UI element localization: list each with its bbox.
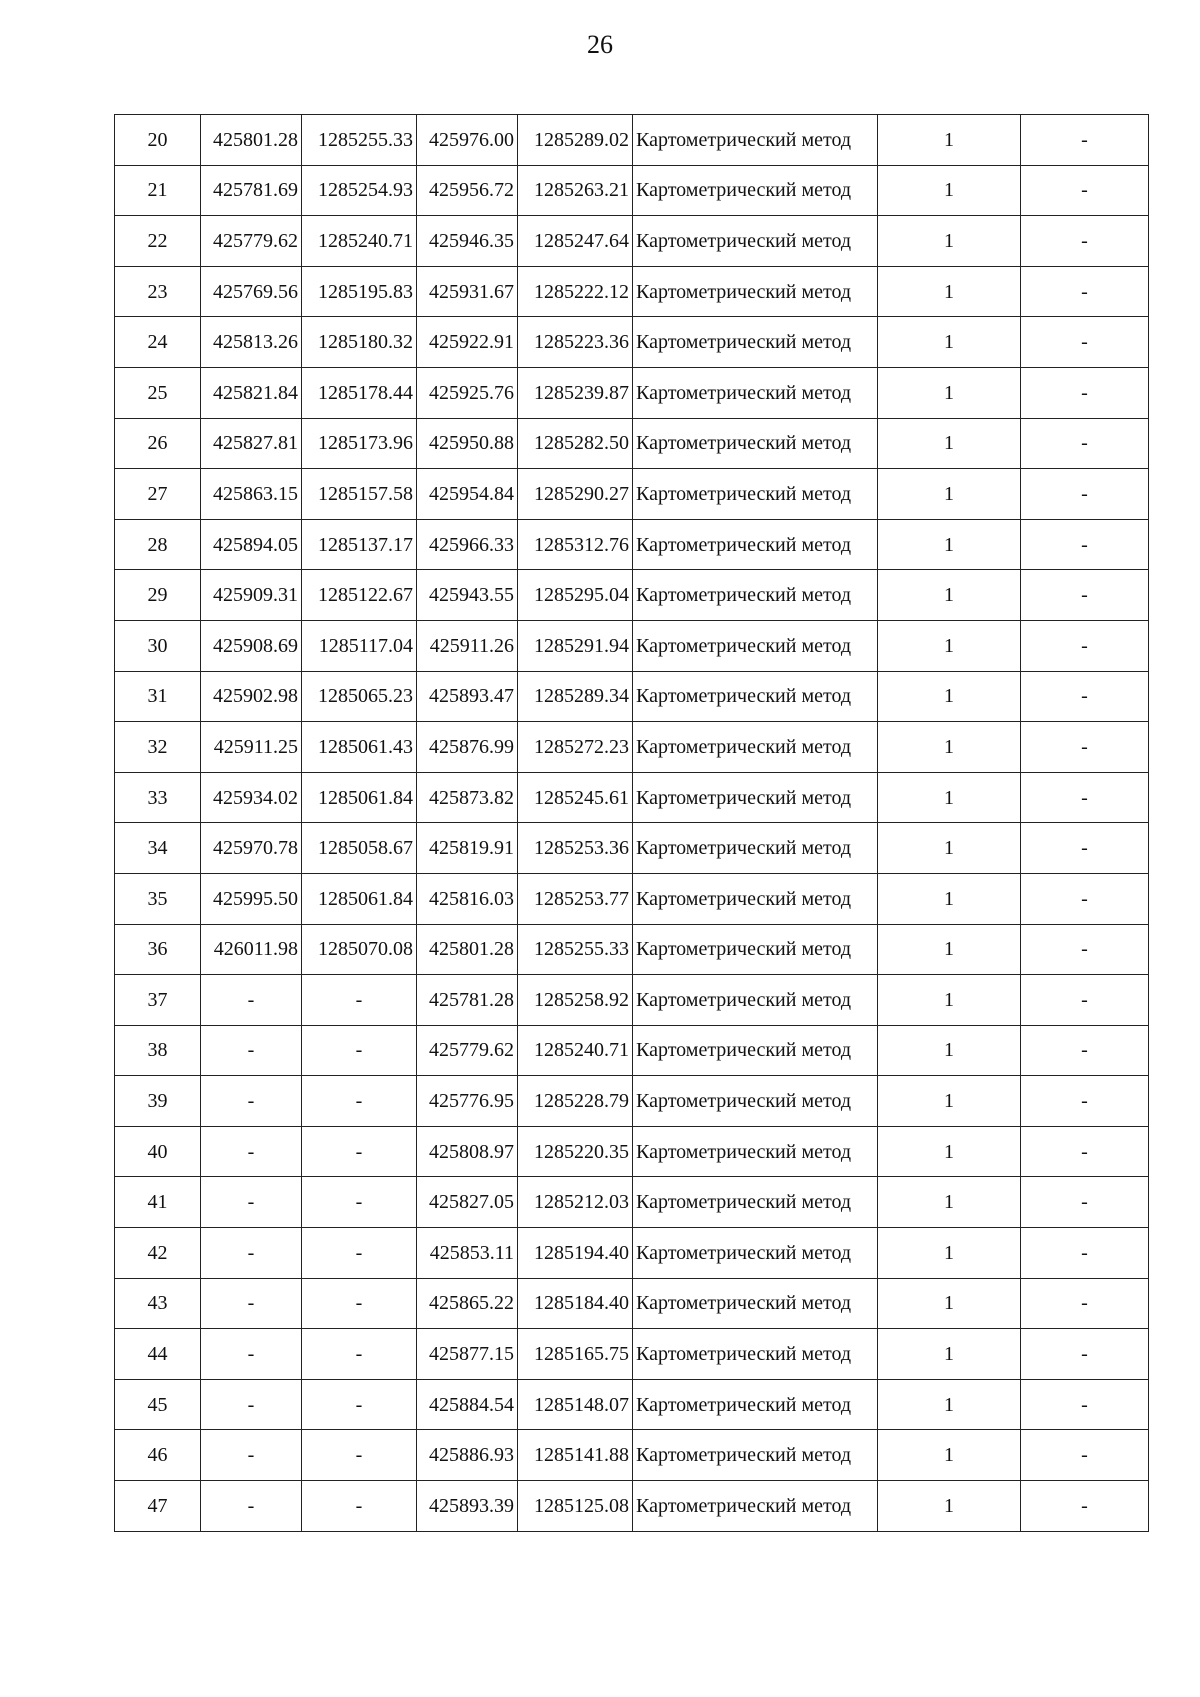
description-cell: - xyxy=(1021,1379,1149,1430)
accuracy-cell: 1 xyxy=(878,1025,1021,1076)
existing-x-cell: 425769.56 xyxy=(201,266,302,317)
description-cell: - xyxy=(1021,570,1149,621)
new-y-cell: 1285253.77 xyxy=(518,873,633,924)
existing-x-cell: 425863.15 xyxy=(201,469,302,520)
new-y-cell: 1285141.88 xyxy=(518,1430,633,1481)
method-cell: Картометрический метод xyxy=(633,1076,878,1127)
new-y-cell: 1285289.02 xyxy=(518,115,633,166)
description-cell: - xyxy=(1021,772,1149,823)
table-row xyxy=(115,570,1149,621)
existing-y-cell: 1285065.23 xyxy=(302,671,417,722)
new-y-cell: 1285240.71 xyxy=(518,1025,633,1076)
accuracy-cell: 1 xyxy=(878,1278,1021,1329)
existing-x-cell: 425902.98 xyxy=(201,671,302,722)
new-y-cell: 1285272.23 xyxy=(518,722,633,773)
existing-y-cell: - xyxy=(302,1329,417,1380)
accuracy-cell: 1 xyxy=(878,367,1021,418)
description-cell: - xyxy=(1021,115,1149,166)
existing-x-cell: 425894.05 xyxy=(201,519,302,570)
point-number-cell: 26 xyxy=(115,418,201,469)
page-number: 26 xyxy=(587,30,613,59)
existing-x-cell: - xyxy=(201,1430,302,1481)
table-row xyxy=(115,620,1149,671)
new-x-cell: 425819.91 xyxy=(417,823,518,874)
new-y-cell: 1285258.92 xyxy=(518,975,633,1026)
existing-y-cell: 1285061.84 xyxy=(302,772,417,823)
accuracy-cell: 1 xyxy=(878,1329,1021,1380)
description-cell: - xyxy=(1021,1076,1149,1127)
new-y-cell: 1285247.64 xyxy=(518,216,633,267)
existing-y-cell: 1285195.83 xyxy=(302,266,417,317)
table-row xyxy=(115,519,1149,570)
new-y-cell: 1285148.07 xyxy=(518,1379,633,1430)
accuracy-cell: 1 xyxy=(878,873,1021,924)
table-row xyxy=(115,165,1149,216)
description-cell: - xyxy=(1021,924,1149,975)
existing-y-cell: - xyxy=(302,1025,417,1076)
new-y-cell: 1285289.34 xyxy=(518,671,633,722)
accuracy-cell: 1 xyxy=(878,266,1021,317)
description-cell: - xyxy=(1021,671,1149,722)
existing-x-cell: - xyxy=(201,1379,302,1430)
existing-y-cell: 1285254.93 xyxy=(302,165,417,216)
existing-x-cell: 425827.81 xyxy=(201,418,302,469)
new-x-cell: 425950.88 xyxy=(417,418,518,469)
coordinates-table xyxy=(114,114,1149,1532)
existing-x-cell: - xyxy=(201,1076,302,1127)
method-cell: Картометрический метод xyxy=(633,165,878,216)
accuracy-cell: 1 xyxy=(878,469,1021,520)
new-y-cell: 1285194.40 xyxy=(518,1228,633,1279)
method-cell: Картометрический метод xyxy=(633,1177,878,1228)
point-number-cell: 37 xyxy=(115,975,201,1026)
new-x-cell: 425925.76 xyxy=(417,367,518,418)
point-number-cell: 40 xyxy=(115,1126,201,1177)
existing-x-cell: 425908.69 xyxy=(201,620,302,671)
description-cell: - xyxy=(1021,469,1149,520)
existing-y-cell: 1285061.84 xyxy=(302,873,417,924)
existing-x-cell: - xyxy=(201,1481,302,1532)
accuracy-cell: 1 xyxy=(878,1126,1021,1177)
table-row xyxy=(115,1025,1149,1076)
existing-x-cell: - xyxy=(201,975,302,1026)
table-row xyxy=(115,1379,1149,1430)
new-x-cell: 425922.91 xyxy=(417,317,518,368)
point-number-cell: 23 xyxy=(115,266,201,317)
description-cell: - xyxy=(1021,1430,1149,1481)
new-x-cell: 425779.62 xyxy=(417,1025,518,1076)
description-cell: - xyxy=(1021,722,1149,773)
method-cell: Картометрический метод xyxy=(633,1379,878,1430)
new-y-cell: 1285228.79 xyxy=(518,1076,633,1127)
point-number-cell: 22 xyxy=(115,216,201,267)
method-cell: Картометрический метод xyxy=(633,873,878,924)
new-x-cell: 425865.22 xyxy=(417,1278,518,1329)
table-row xyxy=(115,266,1149,317)
accuracy-cell: 1 xyxy=(878,165,1021,216)
existing-x-cell: 425934.02 xyxy=(201,772,302,823)
method-cell: Картометрический метод xyxy=(633,620,878,671)
table-row xyxy=(115,722,1149,773)
method-cell: Картометрический метод xyxy=(633,1228,878,1279)
accuracy-cell: 1 xyxy=(878,519,1021,570)
accuracy-cell: 1 xyxy=(878,317,1021,368)
method-cell: Картометрический метод xyxy=(633,469,878,520)
new-x-cell: 425781.28 xyxy=(417,975,518,1026)
method-cell: Картометрический метод xyxy=(633,519,878,570)
existing-y-cell: - xyxy=(302,975,417,1026)
new-y-cell: 1285253.36 xyxy=(518,823,633,874)
new-y-cell: 1285212.03 xyxy=(518,1177,633,1228)
description-cell: - xyxy=(1021,266,1149,317)
existing-x-cell: 425911.25 xyxy=(201,722,302,773)
accuracy-cell: 1 xyxy=(878,975,1021,1026)
description-cell: - xyxy=(1021,823,1149,874)
new-x-cell: 425876.99 xyxy=(417,722,518,773)
new-x-cell: 425776.95 xyxy=(417,1076,518,1127)
new-x-cell: 425943.55 xyxy=(417,570,518,621)
point-number-cell: 30 xyxy=(115,620,201,671)
new-y-cell: 1285223.36 xyxy=(518,317,633,368)
existing-y-cell: 1285117.04 xyxy=(302,620,417,671)
method-cell: Картометрический метод xyxy=(633,1126,878,1177)
description-cell: - xyxy=(1021,367,1149,418)
table-row xyxy=(115,1076,1149,1127)
point-number-cell: 27 xyxy=(115,469,201,520)
existing-x-cell: - xyxy=(201,1228,302,1279)
method-cell: Картометрический метод xyxy=(633,772,878,823)
existing-x-cell: - xyxy=(201,1025,302,1076)
point-number-cell: 32 xyxy=(115,722,201,773)
new-x-cell: 425893.47 xyxy=(417,671,518,722)
point-number-cell: 41 xyxy=(115,1177,201,1228)
description-cell: - xyxy=(1021,1228,1149,1279)
accuracy-cell: 1 xyxy=(878,1481,1021,1532)
new-x-cell: 425946.35 xyxy=(417,216,518,267)
method-cell: Картометрический метод xyxy=(633,722,878,773)
point-number-cell: 47 xyxy=(115,1481,201,1532)
accuracy-cell: 1 xyxy=(878,115,1021,166)
new-y-cell: 1285184.40 xyxy=(518,1278,633,1329)
table-row xyxy=(115,1278,1149,1329)
description-cell: - xyxy=(1021,1481,1149,1532)
new-x-cell: 425827.05 xyxy=(417,1177,518,1228)
description-cell: - xyxy=(1021,519,1149,570)
point-number-cell: 29 xyxy=(115,570,201,621)
new-x-cell: 425801.28 xyxy=(417,924,518,975)
new-x-cell: 425808.97 xyxy=(417,1126,518,1177)
new-y-cell: 1285245.61 xyxy=(518,772,633,823)
point-number-cell: 45 xyxy=(115,1379,201,1430)
table-row xyxy=(115,1177,1149,1228)
accuracy-cell: 1 xyxy=(878,772,1021,823)
description-cell: - xyxy=(1021,1177,1149,1228)
new-y-cell: 1285165.75 xyxy=(518,1329,633,1380)
table-row xyxy=(115,924,1149,975)
description-cell: - xyxy=(1021,620,1149,671)
new-y-cell: 1285312.76 xyxy=(518,519,633,570)
method-cell: Картометрический метод xyxy=(633,317,878,368)
accuracy-cell: 1 xyxy=(878,570,1021,621)
new-y-cell: 1285125.08 xyxy=(518,1481,633,1532)
existing-x-cell: - xyxy=(201,1329,302,1380)
point-number-cell: 24 xyxy=(115,317,201,368)
description-cell: - xyxy=(1021,1278,1149,1329)
accuracy-cell: 1 xyxy=(878,1076,1021,1127)
existing-y-cell: - xyxy=(302,1278,417,1329)
new-y-cell: 1285263.21 xyxy=(518,165,633,216)
accuracy-cell: 1 xyxy=(878,216,1021,267)
method-cell: Картометрический метод xyxy=(633,266,878,317)
point-number-cell: 28 xyxy=(115,519,201,570)
accuracy-cell: 1 xyxy=(878,823,1021,874)
existing-y-cell: - xyxy=(302,1430,417,1481)
method-cell: Картометрический метод xyxy=(633,570,878,621)
accuracy-cell: 1 xyxy=(878,1228,1021,1279)
new-x-cell: 425877.15 xyxy=(417,1329,518,1380)
point-number-cell: 34 xyxy=(115,823,201,874)
new-y-cell: 1285291.94 xyxy=(518,620,633,671)
new-x-cell: 425884.54 xyxy=(417,1379,518,1430)
table-row xyxy=(115,216,1149,267)
existing-x-cell: 426011.98 xyxy=(201,924,302,975)
method-cell: Картометрический метод xyxy=(633,1278,878,1329)
new-x-cell: 425931.67 xyxy=(417,266,518,317)
table-row xyxy=(115,367,1149,418)
new-y-cell: 1285295.04 xyxy=(518,570,633,621)
existing-x-cell: - xyxy=(201,1177,302,1228)
new-x-cell: 425966.33 xyxy=(417,519,518,570)
existing-y-cell: 1285122.67 xyxy=(302,570,417,621)
method-cell: Картометрический метод xyxy=(633,671,878,722)
description-cell: - xyxy=(1021,1025,1149,1076)
accuracy-cell: 1 xyxy=(878,1177,1021,1228)
point-number-cell: 36 xyxy=(115,924,201,975)
new-y-cell: 1285282.50 xyxy=(518,418,633,469)
method-cell: Картометрический метод xyxy=(633,418,878,469)
existing-x-cell: 425909.31 xyxy=(201,570,302,621)
point-number-cell: 31 xyxy=(115,671,201,722)
point-number-cell: 44 xyxy=(115,1329,201,1380)
new-y-cell: 1285255.33 xyxy=(518,924,633,975)
accuracy-cell: 1 xyxy=(878,671,1021,722)
new-x-cell: 425893.39 xyxy=(417,1481,518,1532)
new-y-cell: 1285220.35 xyxy=(518,1126,633,1177)
existing-x-cell: 425813.26 xyxy=(201,317,302,368)
point-number-cell: 25 xyxy=(115,367,201,418)
description-cell: - xyxy=(1021,165,1149,216)
existing-y-cell: 1285180.32 xyxy=(302,317,417,368)
method-cell: Картометрический метод xyxy=(633,1025,878,1076)
table-row xyxy=(115,873,1149,924)
new-x-cell: 425911.26 xyxy=(417,620,518,671)
method-cell: Картометрический метод xyxy=(633,216,878,267)
description-cell: - xyxy=(1021,317,1149,368)
existing-y-cell: 1285240.71 xyxy=(302,216,417,267)
description-cell: - xyxy=(1021,216,1149,267)
description-cell: - xyxy=(1021,1329,1149,1380)
method-cell: Картометрический метод xyxy=(633,1481,878,1532)
accuracy-cell: 1 xyxy=(878,722,1021,773)
method-cell: Картометрический метод xyxy=(633,1329,878,1380)
new-y-cell: 1285290.27 xyxy=(518,469,633,520)
table-row xyxy=(115,772,1149,823)
accuracy-cell: 1 xyxy=(878,1379,1021,1430)
existing-y-cell: 1285173.96 xyxy=(302,418,417,469)
method-cell: Картометрический метод xyxy=(633,975,878,1026)
description-cell: - xyxy=(1021,418,1149,469)
point-number-cell: 42 xyxy=(115,1228,201,1279)
new-x-cell: 425976.00 xyxy=(417,115,518,166)
table-row xyxy=(115,1329,1149,1380)
existing-y-cell: 1285070.08 xyxy=(302,924,417,975)
table-row xyxy=(115,418,1149,469)
method-cell: Картометрический метод xyxy=(633,1430,878,1481)
table-row xyxy=(115,469,1149,520)
existing-y-cell: 1285255.33 xyxy=(302,115,417,166)
existing-x-cell: 425821.84 xyxy=(201,367,302,418)
table-row xyxy=(115,317,1149,368)
method-cell: Картометрический метод xyxy=(633,924,878,975)
existing-x-cell: - xyxy=(201,1126,302,1177)
point-number-cell: 21 xyxy=(115,165,201,216)
existing-x-cell: 425970.78 xyxy=(201,823,302,874)
new-x-cell: 425886.93 xyxy=(417,1430,518,1481)
existing-x-cell: - xyxy=(201,1278,302,1329)
existing-y-cell: - xyxy=(302,1228,417,1279)
existing-y-cell: - xyxy=(302,1177,417,1228)
new-y-cell: 1285222.12 xyxy=(518,266,633,317)
new-x-cell: 425954.84 xyxy=(417,469,518,520)
table-row xyxy=(115,823,1149,874)
existing-y-cell: - xyxy=(302,1076,417,1127)
existing-y-cell: 1285157.58 xyxy=(302,469,417,520)
table-row xyxy=(115,1228,1149,1279)
new-x-cell: 425816.03 xyxy=(417,873,518,924)
point-number-cell: 38 xyxy=(115,1025,201,1076)
table-row xyxy=(115,975,1149,1026)
table-row xyxy=(115,1481,1149,1532)
new-x-cell: 425956.72 xyxy=(417,165,518,216)
existing-x-cell: 425995.50 xyxy=(201,873,302,924)
existing-x-cell: 425779.62 xyxy=(201,216,302,267)
description-cell: - xyxy=(1021,873,1149,924)
point-number-cell: 46 xyxy=(115,1430,201,1481)
existing-y-cell: 1285061.43 xyxy=(302,722,417,773)
accuracy-cell: 1 xyxy=(878,1430,1021,1481)
point-number-cell: 20 xyxy=(115,115,201,166)
table-body xyxy=(115,115,1149,1532)
method-cell: Картометрический метод xyxy=(633,823,878,874)
new-x-cell: 425873.82 xyxy=(417,772,518,823)
point-number-cell: 33 xyxy=(115,772,201,823)
existing-x-cell: 425781.69 xyxy=(201,165,302,216)
point-number-cell: 39 xyxy=(115,1076,201,1127)
existing-y-cell: - xyxy=(302,1379,417,1430)
new-x-cell: 425853.11 xyxy=(417,1228,518,1279)
table-row xyxy=(115,115,1149,166)
existing-x-cell: 425801.28 xyxy=(201,115,302,166)
description-cell: - xyxy=(1021,975,1149,1026)
point-number-cell: 35 xyxy=(115,873,201,924)
accuracy-cell: 1 xyxy=(878,418,1021,469)
method-cell: Картометрический метод xyxy=(633,367,878,418)
table-row xyxy=(115,1126,1149,1177)
point-number-cell: 43 xyxy=(115,1278,201,1329)
existing-y-cell: - xyxy=(302,1481,417,1532)
accuracy-cell: 1 xyxy=(878,620,1021,671)
method-cell: Картометрический метод xyxy=(633,115,878,166)
existing-y-cell: 1285178.44 xyxy=(302,367,417,418)
new-y-cell: 1285239.87 xyxy=(518,367,633,418)
existing-y-cell: - xyxy=(302,1126,417,1177)
existing-y-cell: 1285058.67 xyxy=(302,823,417,874)
table-row xyxy=(115,671,1149,722)
accuracy-cell: 1 xyxy=(878,924,1021,975)
table-row xyxy=(115,1430,1149,1481)
description-cell: - xyxy=(1021,1126,1149,1177)
existing-y-cell: 1285137.17 xyxy=(302,519,417,570)
